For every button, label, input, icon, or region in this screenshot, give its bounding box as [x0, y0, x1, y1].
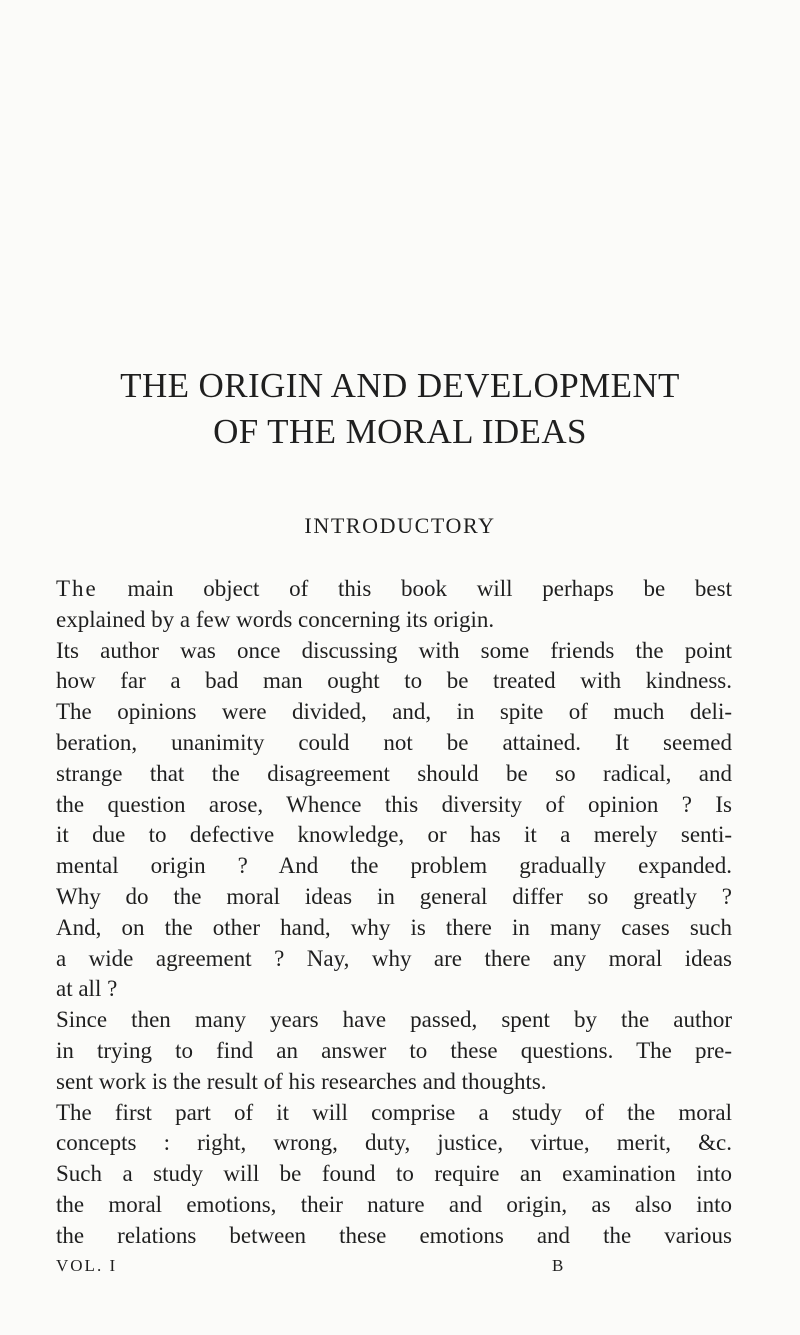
section-heading: INTRODUCTORY: [304, 513, 496, 538]
page-footer: [56, 1256, 656, 1276]
body-line-20: Such a study will be found to require an examination into: [56, 1161, 732, 1187]
body-line-21: the moral emotions, their nature and origin, as also into: [56, 1191, 732, 1217]
body-line-2: explained by a few words concerning its origin.: [56, 606, 495, 632]
body-line-7: strange that the disagreement should be so radical, and: [56, 760, 732, 786]
body-line-8: the question arose, Whence this diversity of opinion ? Is: [56, 791, 732, 817]
body-line-11: Why do the moral ideas in general differ so greatly ?: [56, 883, 732, 909]
body-line-4: how far a bad man ought to be treated with kindness.: [56, 668, 732, 694]
body-text: [56, 574, 732, 1252]
body-line-5: The opinions were divided, and, in spite of much deli-: [56, 699, 732, 725]
body-line-15: Since then many years have passed, spent by the author: [56, 1007, 732, 1033]
volume-label: VOL. I: [56, 1256, 118, 1275]
book-title-line-2: OF THE MORAL IDEAS: [213, 412, 587, 451]
book-title-line-1: THE ORIGIN AND DEVELOPMENT: [120, 366, 680, 405]
body-line-16: in trying to find an answer to these questions. The pre-: [56, 1037, 732, 1063]
body-line-19: concepts : right, wrong, duty, justice, virtue, merit, &c.: [56, 1130, 732, 1156]
book-title: [0, 363, 800, 455]
body-line-1: [56, 574, 732, 605]
signature-mark: B: [552, 1256, 566, 1275]
body-line-12: And, on the other hand, why is there in many cases such: [56, 914, 732, 940]
body-line-14: at all ?: [56, 976, 118, 1002]
body-line-22: the relations between these emotions and the various: [56, 1222, 732, 1248]
body-line-3: Its author was once discussing with some friends the point: [56, 637, 732, 663]
body-line-9: it due to defective knowledge, or has it a merely senti-: [56, 822, 732, 848]
body-line-18: The first part of it will comprise a study of the moral: [56, 1099, 732, 1125]
body-line-17: sent work is the result of his researches and thoughts.: [56, 1068, 547, 1094]
body-line-10: mental origin ? And the problem gradually expanded.: [56, 853, 732, 879]
body-line-13: a wide agreement ? Nay, why are there any moral ideas: [56, 945, 732, 971]
body-line-6: beration, unanimity could not be attained. It seemed: [56, 729, 732, 755]
lead-word: The: [56, 576, 98, 601]
body-line-1-rest: main object of this book will perhaps be best: [97, 576, 732, 601]
